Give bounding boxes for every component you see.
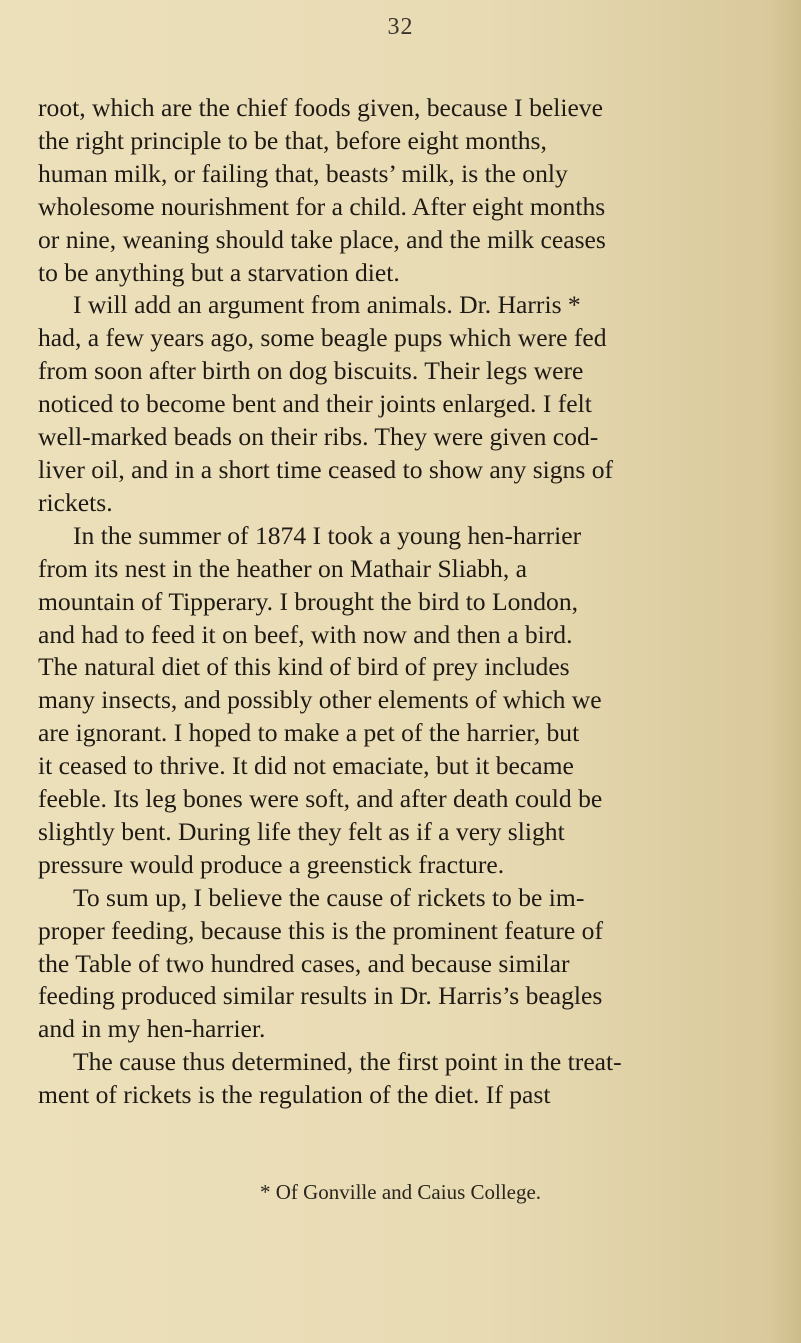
text-line: human milk, or failing that, beasts’ milk, is the only (38, 158, 568, 188)
footnote: * Of Gonville and Caius College. (259, 1180, 542, 1204)
page-number: 32 (387, 14, 414, 40)
paragraph-2 (38, 289, 768, 519)
text-line: or nine, weaning should take place, and the milk ceases (38, 224, 606, 254)
text-line: are ignorant. I hoped to make a pet of the harrier, but (38, 718, 580, 748)
text-line: many insects, and possibly other elements of which we (38, 685, 602, 715)
paragraph-4 (38, 882, 768, 1047)
text-line: feeble. Its leg bones were soft, and after death could be (38, 784, 603, 814)
text-line: the right principle to be that, before eight months, (38, 125, 547, 155)
paragraph-5 (38, 1046, 768, 1112)
text-line: the Table of two hundred cases, and because similar (38, 948, 570, 978)
text-line: to be anything but a starvation diet. (38, 257, 400, 287)
body-text (38, 92, 768, 1112)
text-line: The natural diet of this kind of bird of prey includes (38, 652, 570, 682)
text-line: slightly bent. During life they felt as if a very slight (38, 816, 565, 846)
text-line: and in my hen-harrier. (38, 1014, 266, 1044)
text-line: feeding produced similar results in Dr. Harris’s beagles (38, 981, 603, 1011)
text-line: noticed to become bent and their joints enlarged. I felt (38, 389, 592, 419)
text-line: The cause thus determined, the first point in the treat- (73, 1047, 622, 1077)
text-line: well-marked beads on their ribs. They were given cod- (38, 422, 599, 452)
text-line: root, which are the chief foods given, because I believe (38, 93, 603, 122)
text-line: from soon after birth on dog biscuits. Their legs were (38, 356, 584, 386)
text-line: pressure would produce a greenstick fracture. (38, 849, 505, 879)
text-line: ment of rickets is the regulation of the diet. If past (38, 1080, 551, 1110)
text-line: I will add an argument from animals. Dr. Harris * (73, 290, 581, 320)
text-line: proper feeding, because this is the prominent feature of (38, 915, 603, 945)
text-line: had, a few years ago, some beagle pups which were fed (38, 323, 607, 353)
text-line: liver oil, and in a short time ceased to show any signs of (38, 454, 614, 484)
text-line: wholesome nourishment for a child. After eight months (38, 191, 606, 221)
paragraph-1 (38, 92, 768, 289)
text-line: In the summer of 1874 I took a young hen-harrier (73, 520, 582, 550)
paragraph-3 (38, 520, 768, 882)
text-line: and had to feed it on beef, with now and then a bird. (38, 619, 573, 649)
text-line: it ceased to thrive. It did not emaciate, but it became (38, 751, 574, 781)
text-line: rickets. (38, 487, 113, 517)
text-line: To sum up, I believe the cause of rickets to be im- (73, 882, 585, 912)
text-line: from its nest in the heather on Mathair Sliabh, a (38, 553, 528, 583)
text-line: mountain of Tipperary. I brought the bird to London, (38, 586, 579, 616)
